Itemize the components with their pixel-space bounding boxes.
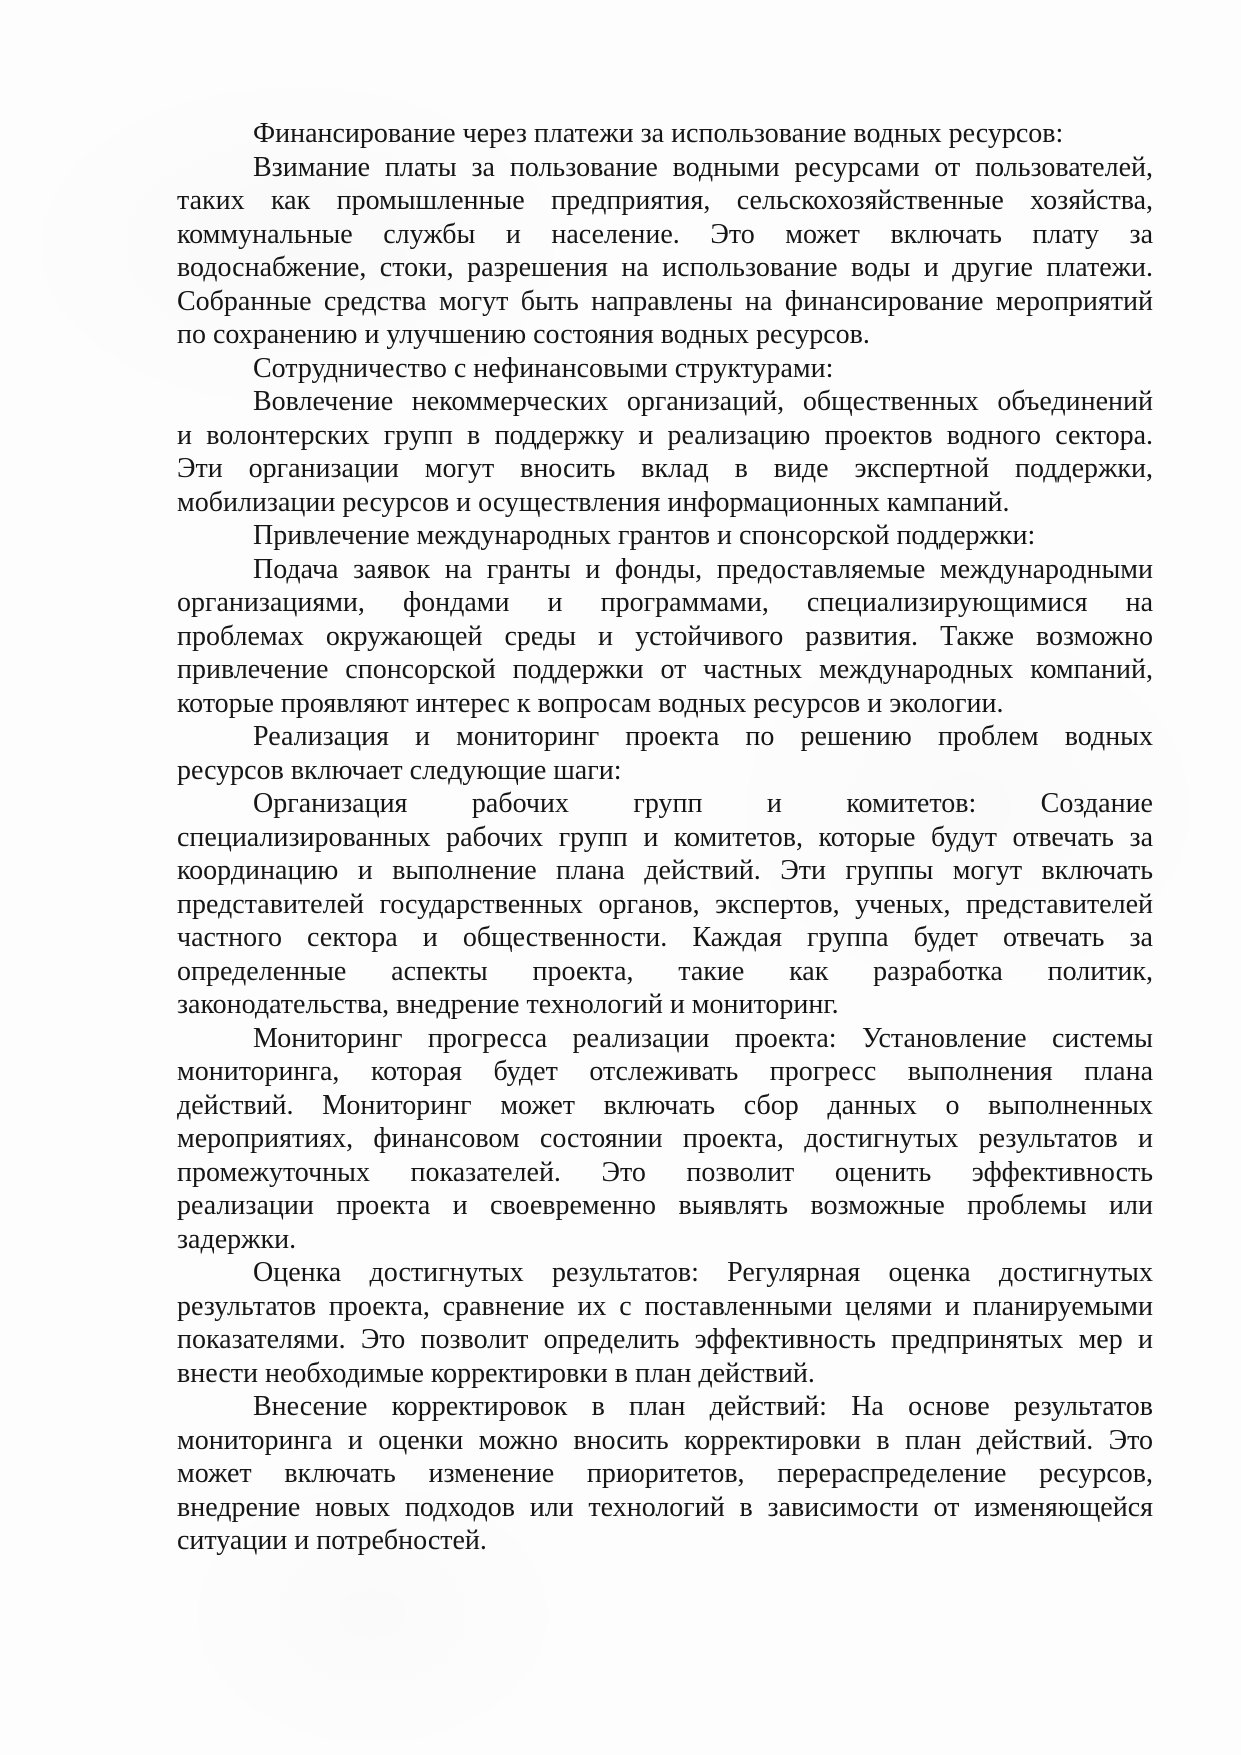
text-line: внедрение новых подходов или технологий в зависимости от изменяющейся	[177, 1491, 1153, 1523]
text-line: определенные аспекты проекта, такие как разработка политик,	[177, 955, 1153, 987]
text-line: мониторинга и оценки можно вносить корректировки в план действий. Это	[177, 1424, 1153, 1456]
text-line: действий. Мониторинг может включать сбор данных о выполненных	[177, 1089, 1153, 1121]
text-line: и волонтерских групп в поддержку и реализацию проектов водного сектора.	[177, 419, 1153, 451]
text-line: мониторинга, которая будет отслеживать прогресс выполнения плана	[177, 1056, 1153, 1087]
text-line: Взимание платы за пользование водными ресурсами от пользователей,	[253, 151, 1153, 183]
text-line: коммунальные службы и население. Это может включать плату за	[177, 218, 1153, 250]
text-line: Привлечение международных грантов и спонсорской поддержки:	[253, 520, 1036, 551]
text-line: результатов проекта, сравнение их с поставленными целями и планируемыми	[177, 1290, 1153, 1322]
text-line: ресурсов включает следующие шаги:	[177, 754, 622, 786]
text-line: внести необходимые корректировки в план действий.	[177, 1357, 815, 1389]
text-line: Реализация и мониторинг проекта по решению проблем водных	[253, 721, 1153, 752]
text-line: Эти организации могут вносить вклад в виде экспертной поддержки,	[177, 453, 1153, 484]
text-line: специализированных рабочих групп и комитетов, которые будут отвечать за	[177, 821, 1153, 853]
text-line: Сотрудничество с нефинансовыми структурами:	[253, 352, 834, 384]
text-line: которые проявляют интерес к вопросам водных ресурсов и экологии.	[177, 687, 1004, 719]
text-line: может включать изменение приоритетов, перераспределение ресурсов,	[177, 1458, 1153, 1489]
text-line: координацию и выполнение плана действий. Эти группы могут включать	[177, 855, 1153, 886]
text-line: реализации проекта и своевременно выявлять возможные проблемы или	[177, 1190, 1153, 1221]
text-line: Финансирование через платежи за использование водных ресурсов:	[253, 118, 1064, 149]
text-line: промежуточных показателей. Это позволит оценить эффективность	[177, 1156, 1153, 1188]
text-line: Мониторинг прогресса реализации проекта: Установление системы	[253, 1022, 1153, 1054]
document-text	[177, 117, 1153, 1558]
text-line: по сохранению и улучшению состояния водных ресурсов.	[177, 319, 870, 350]
text-line: законодательства, внедрение технологий и мониторинг.	[177, 989, 839, 1020]
text-line: показателями. Это позволит определить эффективность предпринятых мер и	[177, 1324, 1153, 1355]
text-line: Оценка достигнутых результатов: Регулярная оценка достигнутых	[253, 1257, 1153, 1288]
text-line: мероприятиях, финансовом состоянии проекта, достигнутых результатов и	[177, 1123, 1153, 1154]
text-line: Организация рабочих групп и комитетов: Создание	[253, 788, 1153, 819]
text-line: Собранные средства могут быть направлены на финансирование мероприятий	[177, 285, 1153, 317]
text-line: проблемах окружающей среды и устойчивого развития. Также возможно	[177, 620, 1153, 652]
text-line: Подача заявок на гранты и фонды, предоставляемые международными	[253, 553, 1153, 585]
text-line: мобилизации ресурсов и осуществления информационных кампаний.	[177, 486, 1010, 518]
text-line: привлечение спонсорской поддержки от частных международных компаний,	[177, 654, 1153, 685]
text-line: задержки.	[177, 1223, 297, 1255]
text-line: Внесение корректировок в план действий: На основе результатов	[253, 1391, 1153, 1422]
text-line: Вовлечение некоммерческих организаций, общественных объединений	[253, 386, 1153, 417]
text-line: водоснабжение, стоки, разрешения на использование воды и другие платежи.	[177, 252, 1153, 283]
text-line: представителей государственных органов, экспертов, ученых, представителей	[177, 888, 1153, 920]
text-line: частного сектора и общественности. Каждая группа будет отвечать за	[177, 922, 1153, 953]
text-line: ситуации и потребностей.	[177, 1525, 487, 1556]
text-line: таких как промышленные предприятия, сельскохозяйственные хозяйства,	[177, 185, 1153, 216]
text-line: организациями, фондами и программами, специализирующимися на	[177, 587, 1153, 618]
